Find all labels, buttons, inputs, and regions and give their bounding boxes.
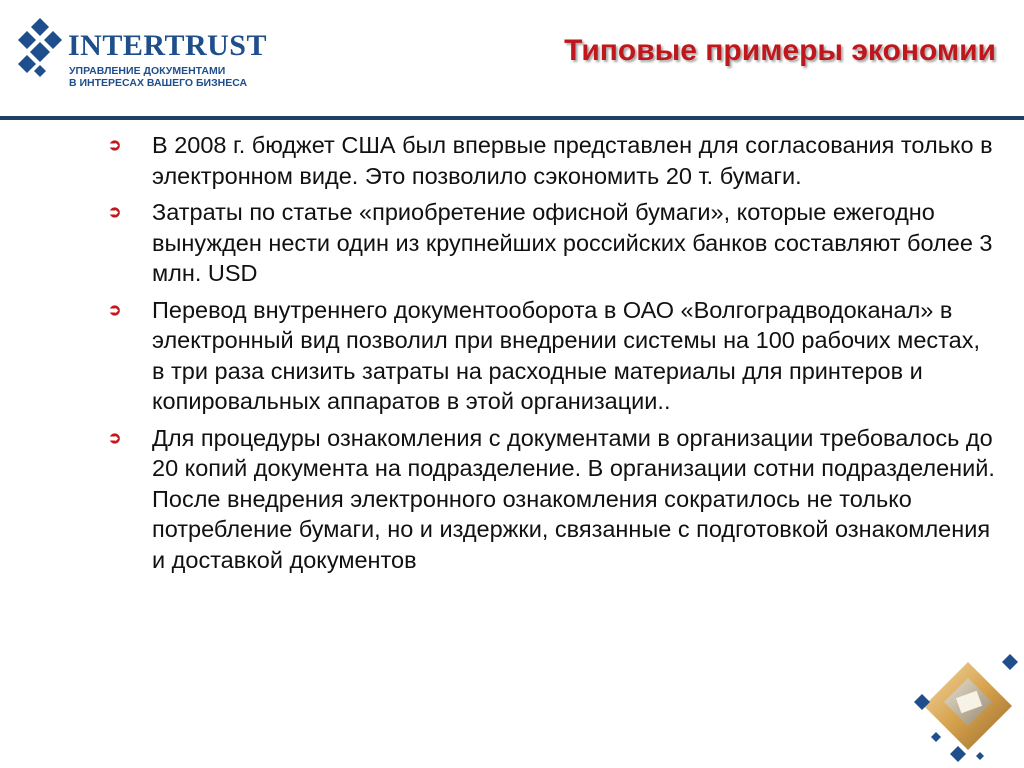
collage-diamond-small-4 <box>931 732 941 742</box>
bullet-text: В 2008 г. бюджет США был впервые представлен для согласования только в электронном виде. Это позволило сэкономить 20 т. бумаги. <box>152 132 993 189</box>
logo-tagline-line1: УПРАВЛЕНИЕ ДОКУМЕНТАМИ <box>69 65 226 77</box>
collage-diamond-small-3 <box>950 746 966 762</box>
arrow-bullet-icon: ➲ <box>108 301 122 319</box>
arrow-bullet-icon: ➲ <box>108 429 122 447</box>
arrow-bullet-icon: ➲ <box>108 137 122 154</box>
collage-diamond-small-1 <box>1002 654 1018 670</box>
logo-name: INTERTRUST <box>68 29 268 62</box>
decorative-diamond-collage <box>908 648 1022 764</box>
diamond-logo-icon <box>16 18 64 78</box>
collage-diamond-small-5 <box>976 752 984 760</box>
bullet-text: Затраты по статье «приобретение офисной бумаги», которые ежегодно вынужден нести один из крупнейших российских банков составляют более 3 млн. USD <box>152 199 993 286</box>
list-item <box>108 295 998 417</box>
list-item <box>108 197 998 289</box>
bullet-text: Перевод внутреннего документооборота в ОАО «Волгоградводоканал» в электронный вид позволил при внедрении системы на 100 рабочих местах, в три раза снизить затраты на расходные материалы для принтеров и копировальных аппаратов в этой организации.. <box>152 296 981 414</box>
list-item <box>108 130 998 191</box>
logo-tagline <box>69 65 247 89</box>
logo-tagline-line2: В ИНТЕРЕСАХ ВАШЕГО БИЗНЕСА <box>69 77 248 89</box>
slide-title: Типовые примеры экономии <box>564 34 996 67</box>
company-logo <box>16 14 268 94</box>
header-divider <box>0 116 1024 120</box>
bullet-list <box>108 130 998 581</box>
bullet-text: Для процедуры ознакомления с документами в организации требовалось до 20 копий документа на подразделение. В организации сотни подразделений. После внедрения электронного ознакомления сократилось не только потребление бумаги, но и издержки, связанные с подготовкой ознакомления и доставкой документов <box>152 424 995 573</box>
arrow-bullet-icon: ➲ <box>108 204 122 221</box>
list-item <box>108 423 998 576</box>
